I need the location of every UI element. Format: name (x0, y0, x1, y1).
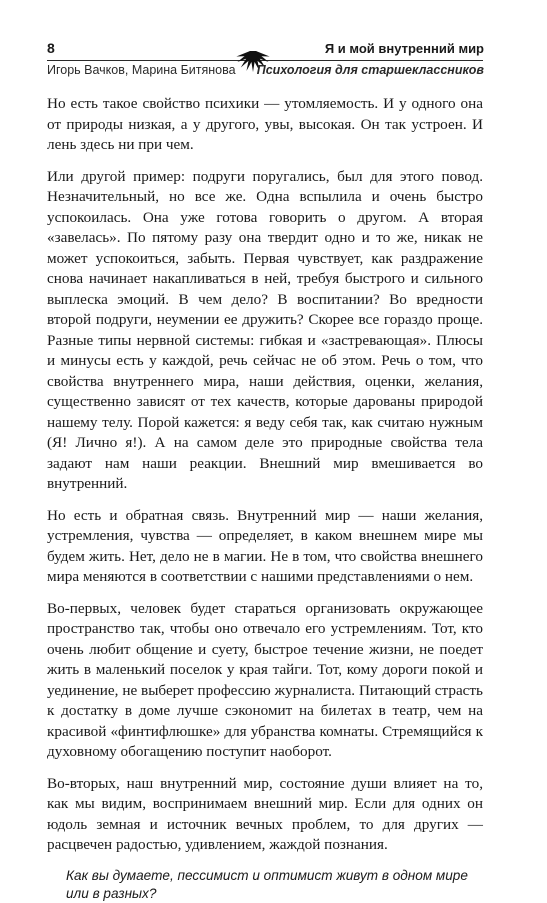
paragraph: Во-первых, человек будет стараться организовать окружающее пространство так, чтобы оно отвечало его устремлениям. Тот, кто очень любит общение и суету, быстрое течение жизни, не поедет жить в маленький поселок у края тайги. Тот, кому дороги покой и уединение, не выберет профессию журналиста. Питающий страсть к достатку в доме лучше сэкономит на билетах в театр, чем на красивой «финтифлюшке» для убранства комнаты. Стремящийся к духовному обогащению поступит наоборот. (47, 599, 483, 760)
authors: Игорь Вачков, Марина Битянова (47, 63, 236, 77)
paragraph: Но есть и обратная связь. Внутренний мир — наши желания, устремления, чувства — определяет, в каком внешнем мире мы будем жить. Нет, дело не в магии. Не в том, что свойства внешнего мира меняются в соответствии с нашими представлениями о нем. (47, 506, 483, 585)
series-title: Психология для старшеклассников (256, 63, 484, 77)
paragraph: Но есть такое свойство психики — утомляемость. И у одного она от природы низкая, а у другого, увы, высокая. Он так устроен. И лень здесь ни при чем. (47, 95, 483, 153)
discussion-question: Как вы думаете, пессимист и оптимист живут в одном мире или в разных? (66, 867, 468, 901)
book-title: Я и мой внутренний мир (324, 41, 484, 56)
paragraph: Или другой пример: подруги поругались, был для этого повод. Незначительный, но все же. Одна вспылила и очень быстро успокоилась. Она уже готова говорить о другом. А вторая «завелась». По пятому разу она твердит одно и то же, никак не может успокоиться, забыть. Первая чувствует, как раздражение снова начинает накапливаться в ней, требуя быстрого и сильного выплеска эмоций. В чем дело? В воспитании? Во вредности второй подруги, неумении ее дружить? Скорее все гораздо проще. Разные типы нервной системы: гибкая и «застревающая». Плюсы и минусы есть у каждой, речь сейчас не об этом. Речь о том, что свойства внутреннего мира, наши действия, оценки, желания, существенно зависят от тех качеств, которые дарованы природой нашему телу. Порой кажется: я веду себя так, как считаю нужным (Я! Лично я!). А на самом деле это природные свойства тела задают нам наши реакции. Внешний мир вмешивается во внутренний. (47, 167, 483, 492)
running-header (0, 0, 547, 80)
page-body (47, 94, 483, 903)
paragraph: Во-вторых, наш внутренний мир, состояние души влияет на то, как мы видим, воспринимаем внешний мир. Если для одних он юдоль земная и источник вечных проблем, то для других — расцвечен радостью, удивлением, жаждой познания. (47, 774, 483, 853)
page-number: 8 (47, 40, 56, 56)
